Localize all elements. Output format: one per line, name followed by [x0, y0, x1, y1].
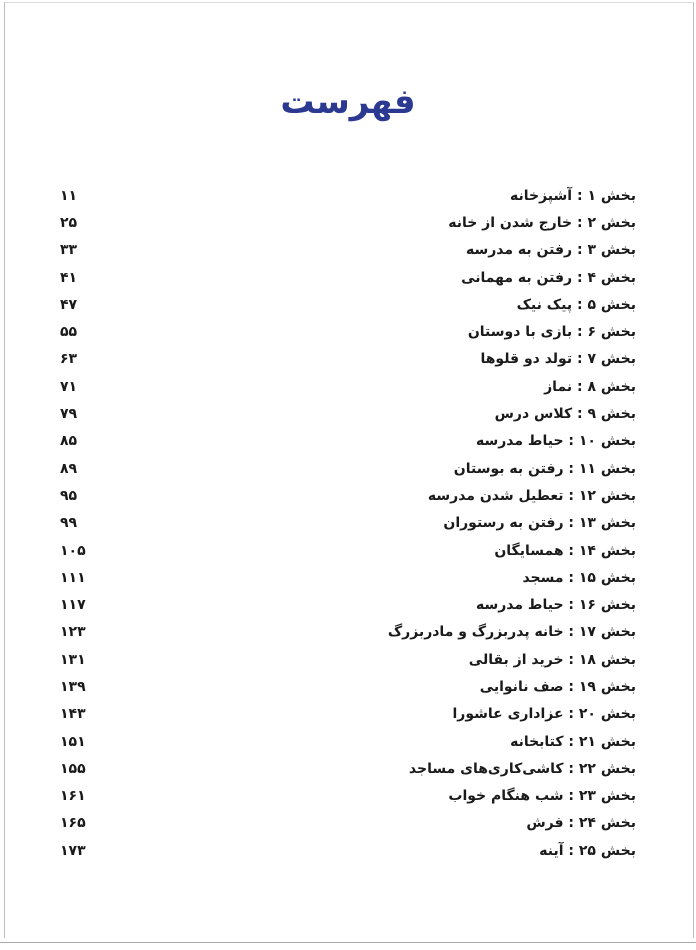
toc-entry-page-number: ۱۳۱	[60, 651, 86, 668]
toc-entry-page-number: ۱۷۳	[60, 842, 86, 859]
toc-entry-label: بخش ۱ : آشپزخانه	[510, 187, 636, 204]
toc-title: فهرست	[280, 82, 416, 122]
toc-entry-page-number: ۴۷	[60, 296, 78, 313]
toc-entry[interactable]	[60, 182, 636, 209]
toc-entry[interactable]	[60, 537, 636, 564]
toc-entry-page-number: ۸۹	[60, 460, 78, 477]
toc-entry[interactable]	[60, 428, 636, 455]
toc-entry[interactable]	[60, 209, 636, 236]
toc-entry[interactable]	[60, 755, 636, 782]
toc-entry-page-number: ۱۱	[60, 187, 78, 204]
toc-entry-label: بخش ۱۱ : رفتن به بوستان	[453, 460, 636, 477]
toc-entry-label: بخش ۱۶ : حیاط مدرسه	[475, 597, 636, 614]
toc-entry-page-number: ۱۶۵	[60, 815, 86, 832]
toc-entry[interactable]	[60, 482, 636, 509]
toc-entry-page-number: ۷۹	[60, 406, 78, 423]
toc-entry-label: بخش ۱۷ : خانه پدربزرگ و مادربزرگ	[387, 624, 636, 641]
toc-entry-page-number: ۸۵	[60, 433, 78, 450]
toc-entry-page-number: ۱۲۳	[60, 624, 86, 641]
toc-entry[interactable]	[60, 619, 636, 646]
toc-entry-page-number: ۱۰۵	[60, 542, 86, 559]
toc-entry[interactable]	[60, 837, 636, 864]
toc-entry[interactable]	[60, 646, 636, 673]
toc-entry-label: بخش ۵ : پیک نیک	[516, 296, 636, 313]
toc-entry-label: بخش ۱۵ : مسجد	[522, 569, 636, 586]
toc-entry-label: بخش ۲ : خارج شدن از خانه	[448, 214, 636, 231]
toc-entry-page-number: ۹۹	[60, 515, 78, 532]
toc-entry-label: بخش ۶ : بازی با دوستان	[467, 324, 636, 341]
toc-entry-label: بخش ۲۲ : کاشی‌کاری‌های مساجد	[408, 760, 636, 777]
toc-entry-page-number: ۱۵۵	[60, 760, 86, 777]
toc-entry-label: بخش ۱۴ : همسایگان	[494, 542, 636, 559]
toc-entry-label: بخش ۲۱ : کتابخانه	[510, 733, 636, 750]
toc-entry[interactable]	[60, 673, 636, 700]
toc-entry-label: بخش ۱۸ : خرید از بقالی	[468, 651, 636, 668]
toc-entry-label: بخش ۹ : کلاس درس	[494, 406, 636, 423]
toc-entry-page-number: ۷۱	[60, 378, 78, 395]
toc-entry-label: بخش ۷ : تولد دو قلوها	[480, 351, 636, 368]
toc-entry-page-number: ۱۱۱	[60, 569, 86, 586]
toc-entry[interactable]	[60, 400, 636, 427]
toc-entry-label: بخش ۱۲ : تعطیل شدن مدرسه	[427, 487, 636, 504]
toc-entry[interactable]	[60, 564, 636, 591]
toc-entry-label: بخش ۲۳ : شب هنگام خواب	[448, 788, 636, 805]
toc-entry-page-number: ۵۵	[60, 324, 78, 341]
page-bottom-divider	[0, 942, 696, 943]
toc-entry-page-number: ۱۳۹	[60, 678, 86, 695]
toc-entry-page-number: ۱۱۷	[60, 597, 86, 614]
toc-entry[interactable]	[60, 455, 636, 482]
toc-entry[interactable]	[60, 591, 636, 618]
toc-entry-label: بخش ۱۳ : رفتن به رستوران	[443, 515, 636, 532]
toc-entry[interactable]	[60, 510, 636, 537]
toc-entry[interactable]	[60, 318, 636, 345]
toc-entry[interactable]	[60, 291, 636, 318]
toc-entry-label: بخش ۱۰ : حیاط مدرسه	[475, 433, 636, 450]
toc-entry-page-number: ۴۱	[60, 269, 78, 286]
toc-entry-label: بخش ۳ : رفتن به مدرسه	[465, 242, 636, 259]
toc-entry-page-number: ۱۵۱	[60, 733, 86, 750]
toc-entry[interactable]	[60, 237, 636, 264]
toc-entry[interactable]	[60, 373, 636, 400]
toc-entry-label: بخش ۲۵ : آینه	[539, 842, 636, 859]
toc-entry-label: بخش ۱۹ : صف نانوایی	[479, 678, 636, 695]
toc-entry-page-number: ۶۳	[60, 351, 78, 368]
toc-entry-page-number: ۹۵	[60, 487, 78, 504]
toc-entry-label: بخش ۲۰ : عزاداری عاشورا	[452, 706, 636, 723]
toc-entry[interactable]	[60, 810, 636, 837]
toc-entry-label: بخش ۲۴ : فرش	[526, 815, 636, 832]
table-of-contents	[60, 182, 636, 864]
toc-entry[interactable]	[60, 264, 636, 291]
toc-entry-page-number: ۱۴۳	[60, 706, 86, 723]
toc-entry-page-number: ۱۶۱	[60, 788, 86, 805]
toc-entry[interactable]	[60, 701, 636, 728]
toc-entry[interactable]	[60, 783, 636, 810]
toc-entry-page-number: ۲۵	[60, 214, 78, 231]
toc-entry-label: بخش ۸ : نماز	[544, 378, 636, 395]
toc-entry[interactable]	[60, 728, 636, 755]
toc-entry[interactable]	[60, 346, 636, 373]
toc-entry-page-number: ۳۳	[60, 242, 78, 259]
toc-entry-label: بخش ۴ : رفتن به مهمانی	[461, 269, 636, 286]
